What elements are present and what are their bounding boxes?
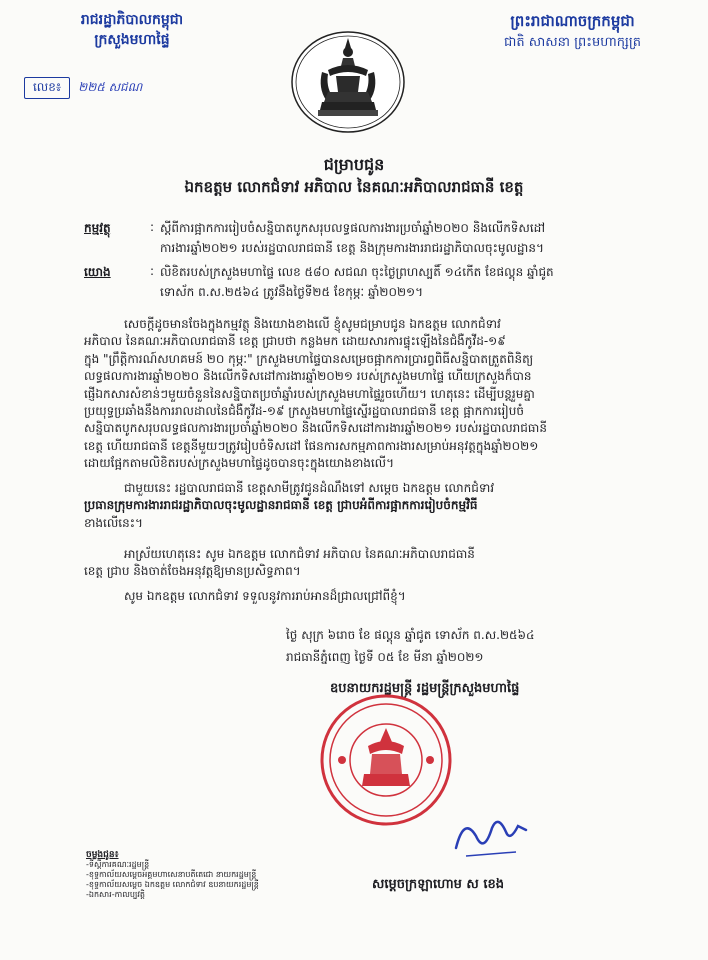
body-paragraph-1 bbox=[84, 316, 684, 473]
reference-label: លេខ៖ bbox=[24, 77, 70, 99]
cc-item: -ទីស្តីការគណៈរដ្ឋមន្ត្រី bbox=[86, 860, 150, 869]
reference-line: លិខិតរបស់ក្រសួងមហាផ្ទៃ លេខ ៥៨០ សជណ ចុះថ្ងៃព្រហស្បតិ៍ ១៤កើត ខែផល្គុន ឆ្នាំជូត bbox=[160, 265, 554, 279]
body-line: ប្រយុទ្ធប្រឆាំងនឹងការរាលដាលនៃជំងឺកូវីដ-១៩ ក្រសួងមហាផ្ទៃស្នើរដ្ឋបាលរាជធានី ខេត្ត ផ្អាកការរៀបចំ bbox=[84, 404, 524, 419]
salutation-title: ជម្រាបជូន bbox=[323, 155, 385, 174]
cc-item: -ខុទ្ទកាល័យសម្តេចអគ្គមហាសេនាបតីតេជោ នាយករដ្ឋមន្ត្រី bbox=[86, 870, 257, 879]
body-paragraph-2 bbox=[84, 480, 684, 532]
reference-colon: : bbox=[150, 264, 155, 278]
body-line: ប្រធានក្រុមការងាររាជរដ្ឋាភិបាលចុះមូលដ្ឋានរាជធានី ខេត្ត ជ្រាបអំពីការផ្អាកការរៀបចំកម្មវិធី bbox=[84, 498, 478, 513]
royal-emblem-icon bbox=[288, 30, 408, 140]
body-line: សន្និបាតបូកសរុបលទ្ធផលការងារប្រចាំឆ្នាំ២០២០ និងលើកទិសដៅការងារឆ្នាំ២០២១ របស់រដ្ឋបាលរាជធានី bbox=[84, 421, 547, 436]
handwritten-signature bbox=[446, 806, 536, 866]
reference-number-box bbox=[24, 76, 184, 100]
solar-date-line: រាជធានីភ្នំពេញ ថ្ងៃទី ០៥ ខែ មីនា ឆ្នាំ២០២១ bbox=[286, 650, 484, 664]
body-line: ខេត្ត ហើយរាជធានី ខេត្តនីមួយៗត្រូវរៀបចំទិសដៅ ផែនការសកម្មភាពការងារសម្រាប់អនុវត្តក្នុងឆ្នាំ២០២១ bbox=[84, 438, 539, 453]
cc-list bbox=[86, 850, 259, 900]
body-line: ដោយផ្អែកតាមលិខិតរបស់ក្រសួងមហាផ្ទៃដូចបានចុះក្នុងយោងខាងលើ។ bbox=[84, 456, 395, 471]
body-line: អាស្រ័យហេតុនេះ សូម ឯកឧត្តម លោកជំទាវ អភិបាល នៃគណៈអភិបាលរាជធានី bbox=[124, 547, 475, 561]
body-line: សេចក្តីដូចមានចែងក្នុងកម្មវត្ថុ និងយោងខាងលើ ខ្ញុំសូមជម្រាបជូន ឯកឧត្តម លោកជំទាវ bbox=[124, 317, 501, 331]
reference-label: យោង bbox=[84, 265, 111, 279]
national-motto: ជាតិ សាសនា ព្រះមហាក្សត្រ bbox=[504, 35, 641, 50]
body-line: ផ្ញើឯកសារសំខាន់ៗមួយចំនួននៃសន្និបាតប្រចាំឆ្នាំរបស់ក្រសួងមហាផ្ទៃរួចហើយ។ ហេតុនេះ ដើម្បីបន្តរួមគ្នា bbox=[84, 386, 535, 401]
signer-title: ឧបនាយករដ្ឋមន្ត្រី រដ្ឋមន្ត្រីក្រសួងមហាផ្ទៃ bbox=[330, 681, 520, 696]
cc-item: -ខុទ្ទកាល័យសម្តេច ឯកឧត្តម លោកជំទាវ ឧបនាយករដ្ឋមន្ត្រី bbox=[86, 880, 259, 889]
body-line: ខាងលើនេះ។ bbox=[84, 515, 143, 530]
subject-line: ស្តីពីការផ្អាកការរៀបចំសន្និបាតបូកសរុបលទ្ធផលការងារប្រចាំឆ្នាំ២០២០ និងលើកទិសដៅ bbox=[160, 221, 546, 235]
lunar-date-line: ថ្ងៃ សុក្រ ៦រោច ខែ ផល្គុន ឆ្នាំជូត ទោស័ក ព.ស.២៥៦៤ bbox=[286, 628, 535, 642]
subject-colon: : bbox=[150, 220, 155, 234]
subject-line: ការងារឆ្នាំ២០២១ របស់រដ្ឋបាលរាជធានី ខេត្ត និងក្រុមការងាររាជរដ្ឋាភិបាលចុះមូលដ្ឋាន។ bbox=[160, 241, 544, 255]
government-name: រាជរដ្ឋាភិបាលកម្ពុជា bbox=[80, 12, 184, 28]
subject-label: កម្មវត្ថុ bbox=[84, 221, 111, 235]
ministry-name: ក្រសួងមហាផ្ទៃ bbox=[94, 32, 170, 48]
signer-name: សម្តេចក្រឡាហោម ស ខេង bbox=[372, 877, 504, 892]
kingdom-name: ព្រះរាជាណាចក្រកម្ពុជា bbox=[510, 12, 635, 30]
reference-number: ២២៥ សជណ bbox=[78, 80, 143, 94]
body-paragraph-3 bbox=[84, 546, 684, 581]
cc-item: -ឯកសារ-កាលប្បវត្តិ bbox=[86, 890, 145, 899]
closing-paragraph bbox=[84, 588, 684, 605]
body-line: ខេត្ត ជ្រាប និងចាត់ចែងអនុវត្តឱ្យមានប្រសិទ្ធភាព។ bbox=[84, 564, 301, 579]
body-line: ក្នុង "ព្រឹត្តិការណ៍សហគមន៍ ២០ កុម្ភៈ" ក្រសួងមហាផ្ទៃបានសម្រេចផ្អាកការប្រារព្ធពិធីសន្និបាតត្រួតពិនិត្យ bbox=[84, 351, 534, 366]
official-seal-icon bbox=[316, 690, 456, 830]
addressee-title: ឯកឧត្តម លោកជំទាវ អភិបាល នៃគណៈអភិបាលរាជធានី ខេត្ត bbox=[184, 178, 524, 196]
body-line: ជាមួយនេះ រដ្ឋបាលរាជធានី ខេត្តសាមីត្រូវជូនដំណឹងទៅ សម្តេច ឯកឧត្តម លោកជំទាវ bbox=[124, 481, 495, 495]
body-line: លទ្ធផលការងារឆ្នាំ២០២០ និងលើកទិសដៅការងារឆ្នាំ២០២១ របស់ក្រសួងមហាផ្ទៃ ហើយក្រសួងក៏បាន bbox=[84, 369, 532, 384]
cc-heading: ចម្លងជូន៖ bbox=[86, 850, 119, 860]
body-line: សូម ឯកឧត្តម លោកជំទាវ ទទួលនូវការរាប់អានដ៏ជ្រាលជ្រៅពីខ្ញុំ។ bbox=[124, 589, 406, 603]
reference-line: ទោស័ក ព.ស.២៥៦៤ ត្រូវនឹងថ្ងៃទី២៥ ខែកុម្ភៈ ឆ្នាំ២០២១។ bbox=[160, 285, 424, 299]
kingdom-header bbox=[455, 10, 690, 54]
ministry-header bbox=[22, 10, 242, 50]
body-line: អភិបាល នៃគណៈអភិបាលរាជធានី ខេត្ត ជ្រាបថា កន្លងមក ដោយសារការផ្ទុះឡើងនៃជំងឺកូវីដ-១៩ bbox=[84, 334, 506, 349]
